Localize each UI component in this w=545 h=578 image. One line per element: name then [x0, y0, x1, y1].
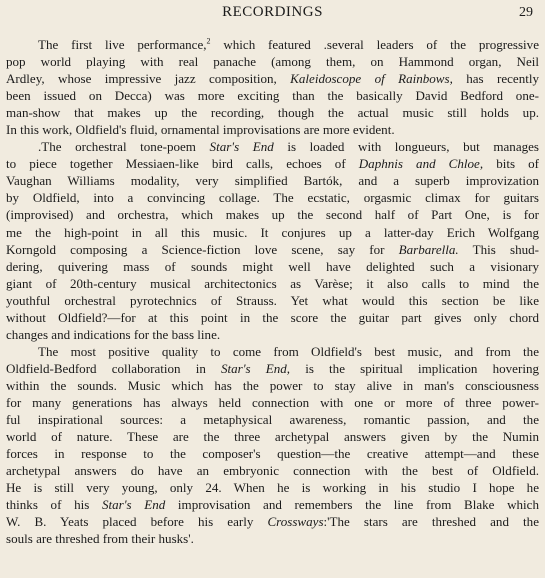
text-run: pop world playing with real panache (among them, on Hammond organ, Neil — [6, 54, 539, 70]
text-run: forces in response to the composer's question—the creative attempt—and these — [6, 446, 539, 462]
italic-title: Kaleidoscope of Rainbows, — [290, 71, 453, 87]
text-line — [6, 87, 539, 104]
text-run: souls are threshed from their husks'. — [6, 531, 194, 547]
text-line — [6, 275, 539, 292]
text-run: improvisation and remembers the line from Blake which — [165, 497, 539, 513]
body-text — [6, 36, 539, 547]
text-run: is loaded with longueurs, but manages — [273, 139, 540, 155]
text-line — [6, 241, 539, 258]
text-run: Korngold composing a Science-fiction love scene, say for — [6, 241, 399, 257]
text-run: The first live performance, — [38, 37, 207, 52]
text-run: man-show that makes up the recording, though the actual music still holds up. — [6, 105, 539, 121]
italic-title: Daphnis and Chloe, — [358, 156, 484, 172]
text-run: has recently — [452, 71, 539, 87]
page-number: 29 — [519, 5, 533, 20]
text-line — [6, 309, 539, 326]
italic-title: Star's End — [209, 139, 274, 155]
text-line — [6, 155, 539, 172]
text-run: W. B. Yeats placed before his early — [6, 514, 268, 530]
running-title: RECORDINGS — [222, 4, 323, 20]
text-run: youthful orchestral pyrotechnics of Strauss. Yet what would this section be like — [6, 292, 539, 308]
text-run: to piece together Messiaen-like bird calls, echoes of — [6, 156, 359, 172]
text-line — [6, 189, 539, 206]
text-run: dering, quivering mass of sounds might well have delighted such a visionary — [6, 258, 539, 274]
paragraph — [6, 343, 539, 548]
text-line — [6, 462, 539, 479]
text-line — [6, 70, 539, 87]
text-run: .The orchestral tone-poem — [38, 139, 210, 155]
text-line — [6, 445, 539, 462]
text-run: giant of 20th-century musical architectonics as Varèse; it also calls to mind the — [6, 275, 539, 291]
page-header — [0, 4, 545, 24]
text-line — [6, 411, 539, 428]
text-line — [6, 224, 539, 241]
text-run: been issued on Decca) was more exciting than the basically David Bedford one- — [6, 88, 539, 104]
text-line — [6, 496, 539, 513]
text-line — [6, 258, 539, 275]
text-run: world of nature. These are the three archetypal answers given by the Numin — [6, 429, 539, 445]
text-line — [6, 360, 539, 377]
text-line — [6, 479, 539, 496]
text-run: within the sounds. Music which has the power to stay alive in man's consciousness — [6, 377, 539, 393]
text-line — [6, 394, 539, 411]
text-line — [6, 172, 539, 189]
footnote-marker: 2 — [206, 36, 211, 46]
text-line — [6, 104, 539, 121]
text-run: changes and indications for the bass line. — [6, 326, 221, 342]
text-line — [6, 292, 539, 309]
paragraph — [6, 138, 539, 343]
text-line — [6, 206, 539, 223]
text-line — [6, 428, 539, 445]
text-line — [6, 36, 539, 53]
text-line — [6, 121, 539, 138]
text-run: In this work, Oldfield's fluid, ornamental improvisations are more evident. — [6, 122, 395, 138]
text-run: bits of — [483, 156, 539, 172]
text-run: me the high-point in all this music. It conjures up a latter-day Erich Wolfgang — [6, 224, 539, 240]
text-line — [6, 138, 539, 155]
text-run: Oldfield-Bedford collaboration in — [6, 360, 221, 376]
text-run: He is still very young, only 24. When he is working in his studio I hope he — [6, 480, 539, 496]
text-run: ful inspirational sources: a metaphysical awareness, romantic passion, and the — [6, 412, 539, 428]
text-run: without Oldfield?—for at this point in the score the guitar part gives only chord — [6, 309, 539, 325]
italic-title: Crossways — [267, 514, 324, 530]
text-run: for many generations has always held connection with one or more of three power- — [6, 394, 539, 410]
italic-title: Star's End, — [221, 360, 291, 376]
text-line — [6, 377, 539, 394]
text-line — [6, 343, 539, 360]
text-run: This shud- — [458, 241, 539, 257]
paragraph — [6, 36, 539, 138]
text-run: is the spiritual implication hovering — [290, 360, 539, 376]
italic-title: Star's End — [101, 497, 166, 513]
italic-title: Barbarella. — [398, 241, 459, 257]
text-run: which featured .several leaders of the progressive — [210, 37, 539, 52]
text-line — [6, 513, 539, 530]
text-run: thinks of his — [6, 497, 102, 513]
text-run: Vaughan Williams modality, very simplified Bartók, and a superb improvization — [6, 173, 539, 189]
text-run: by Oldfield, into a convincing collage. The ecstatic, orgasmic climax for guitars — [6, 190, 539, 206]
text-run: archetypal answers do have an embryonic connection with the best of Oldfield. — [6, 463, 539, 479]
text-line — [6, 530, 539, 547]
text-run: (improvised) and orchestra, which makes up the second half of Part One, is for — [6, 207, 539, 223]
text-run: Ardley, whose impressive jazz composition, — [6, 71, 291, 87]
text-run: The most positive quality to come from Oldfield's best music, and from the — [38, 343, 539, 359]
text-line — [6, 53, 539, 70]
text-run: :'The stars are threshed and the — [323, 514, 539, 530]
text-line — [6, 326, 539, 343]
